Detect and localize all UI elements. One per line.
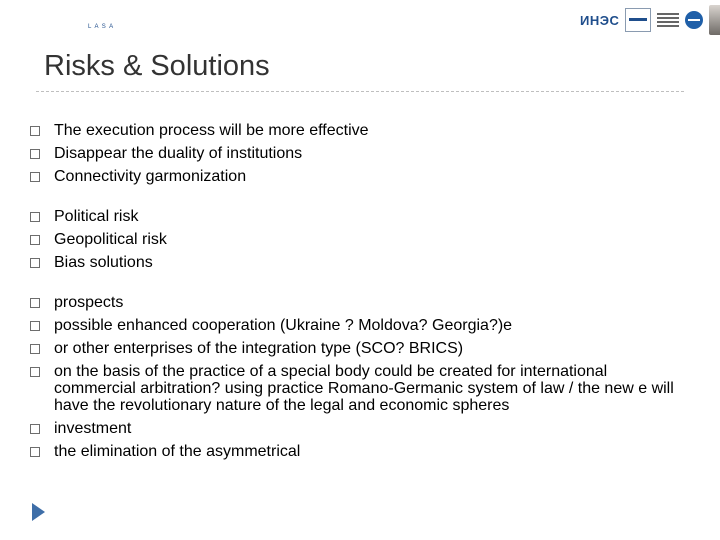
- list-item-text: The execution process will be more effective: [54, 122, 369, 139]
- list-item-text: or other enterprises of the integration type (SCO? BRICS): [54, 340, 464, 357]
- list-item: [30, 340, 680, 357]
- university-logo: ИНЭС: [580, 12, 620, 28]
- title-divider: [36, 91, 684, 92]
- checkbox-bullet-icon: [30, 367, 40, 377]
- list-item-text: Political risk: [54, 208, 139, 225]
- checkbox-bullet-icon: [30, 172, 40, 182]
- list-item-text: on the basis of the practice of a special body could be created for international commercial arbitration? using practice Romano-Germanic system of law / the new e will have the revolutionary nature of the legal and economic spheres: [54, 363, 674, 414]
- bullet-group-benefits: [30, 122, 680, 185]
- bullet-group-risks: [30, 208, 680, 271]
- list-item-text: Bias solutions: [54, 254, 153, 271]
- checkbox-bullet-icon: [30, 424, 40, 434]
- list-item: [30, 443, 680, 460]
- checkbox-bullet-icon: [30, 344, 40, 354]
- list-item: [30, 145, 680, 162]
- list-item-text: possible enhanced cooperation (Ukraine ? Moldova? Georgia?)e: [54, 317, 513, 334]
- lasa-logo-text: L A S A: [88, 24, 115, 30]
- list-item: [30, 208, 680, 225]
- list-item: [30, 420, 680, 437]
- checkbox-bullet-icon: [30, 149, 40, 159]
- list-item-text: investment: [54, 420, 132, 437]
- list-item: [30, 294, 680, 311]
- portrait-image: [709, 5, 720, 35]
- checkbox-bullet-icon: [30, 298, 40, 308]
- list-item: [30, 254, 680, 271]
- checkbox-bullet-icon: [30, 126, 40, 136]
- list-item: [30, 122, 680, 139]
- slide-content: [30, 122, 680, 460]
- list-item-text: prospects: [54, 294, 124, 311]
- institution-wordmark-icon: [657, 13, 679, 27]
- checkbox-bullet-icon: [30, 258, 40, 268]
- list-item: [30, 363, 680, 414]
- checkbox-bullet-icon: [30, 321, 40, 331]
- list-item: [30, 231, 680, 248]
- checkbox-bullet-icon: [30, 235, 40, 245]
- bullet-group-prospects: [30, 294, 680, 460]
- slide-title: Risks & Solutions: [44, 50, 270, 82]
- list-item-text: the elimination of the asymmetrical: [54, 443, 301, 460]
- list-item-text: Disappear the duality of institutions: [54, 145, 303, 162]
- list-item-text: Geopolitical risk: [54, 231, 167, 248]
- institution-emblem-icon: [625, 8, 651, 32]
- checkbox-bullet-icon: [30, 212, 40, 222]
- next-slide-arrow-icon[interactable]: [32, 503, 45, 521]
- list-item: [30, 168, 680, 185]
- list-item-text: Connectivity garmonization: [54, 168, 247, 185]
- lasa-globe-icon: [685, 11, 703, 29]
- header-logos: [580, 4, 720, 36]
- checkbox-bullet-icon: [30, 447, 40, 457]
- list-item: [30, 317, 680, 334]
